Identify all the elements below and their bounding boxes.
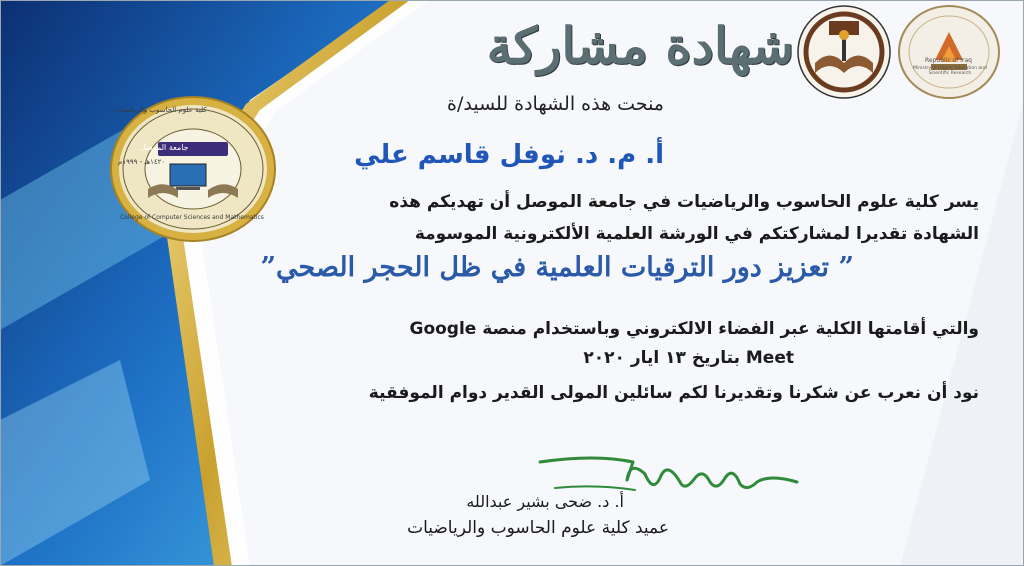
ministry-country: Republic of Iraq <box>925 57 972 64</box>
college-seal <box>108 94 278 244</box>
body-line-2: الشهادة تقديرا لمشاركتكم في الورشة العلمية الألكترونية الموسومة <box>414 224 979 244</box>
college-seal-arabic: كلية علوم الحاسوب والرياضيات <box>115 106 207 114</box>
certificate-title: شهادة مشاركة <box>486 16 794 75</box>
workshop-title: ” تعزيز دور الترقيات العلمية في ظل الحجر الصحي” <box>260 252 854 283</box>
college-seal-name: جامعة الموصل <box>140 143 189 152</box>
signer-title: عميد كلية علوم الحاسوب والرياضيات <box>407 518 669 538</box>
recipient-name: أ. م. د. نوفل قاسم علي <box>354 140 664 170</box>
ministry-logo <box>895 2 1003 102</box>
college-seal-year: ١٤٢٠هـ - ١٩٩٩م <box>118 158 166 166</box>
ministry-name: Ministry of Higher Education and Scientific Research <box>913 66 987 76</box>
signer-name: أ. د. ضحى بشير عبدالله <box>466 492 624 511</box>
body-line-3: والتي أقامتها الكلية عبر الفضاء الالكتروني وباستخدام منصة Google <box>409 319 979 339</box>
body-line-5: نود أن نعرب عن شكرنا وتقديرنا لكم سائلين المولى القدير دوام الموفقية <box>368 383 979 403</box>
body-line-1: يسر كلية علوم الحاسوب والرياضيات في جامعة الموصل أن تهديكم هذه <box>389 192 979 212</box>
body-line-4: Meet بتاريخ ١٣ ايار ٢٠٢٠ <box>583 348 794 368</box>
college-seal-english: College of Computer Sciences and Mathematics <box>120 214 264 221</box>
university-logo <box>795 3 893 101</box>
granted-to-label: منحت هذه الشهادة للسيد/ة <box>447 93 664 115</box>
